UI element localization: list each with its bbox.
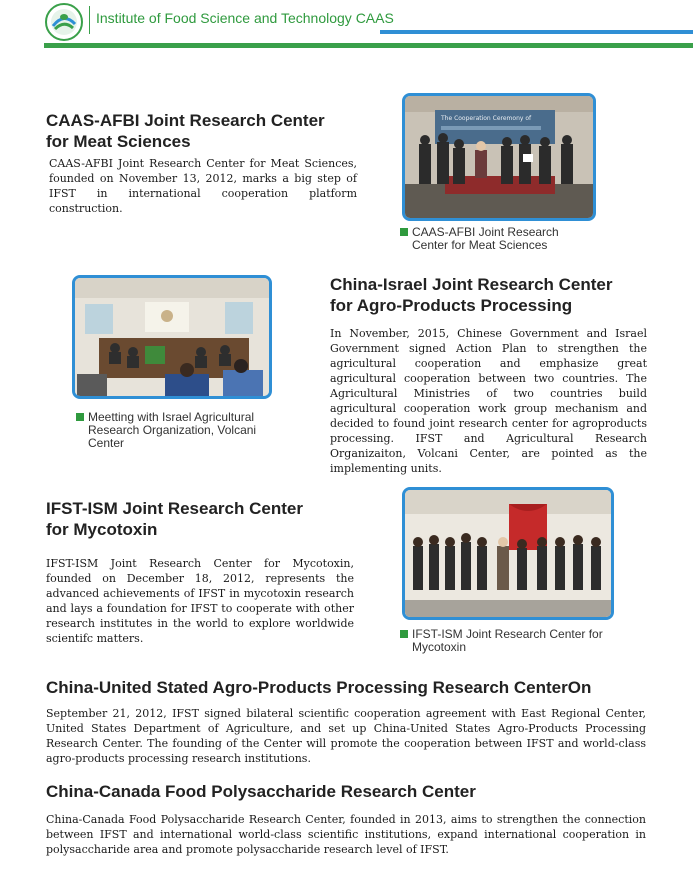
header-divider — [89, 6, 90, 34]
header-rule-blue — [380, 30, 693, 34]
caption-bullet-icon — [400, 630, 408, 638]
section-body-us: September 21, 2012, IFST signed bilateral scientific cooperation agreement with East Regional Center, United States Department of Agriculture, and set up China-United States Agro-Products Processing Research Center. The founding of the Center will promote the cooperation between IFST and world-class agro-products processing research institutions. — [46, 707, 646, 765]
photo-banner-text: The Cooperation Ceremony of — [441, 115, 532, 122]
caption-meat: CAAS-AFBI Joint Research Center for Meat Sciences — [400, 226, 559, 252]
section-body-israel: In November, 2015, Chinese Government and Israel Government signed Action Plan to strengthen the agricultural cooperation and emphasize great agricultural cooperation between two countries. The Agricultural Ministries of two countries build agricultural cooperation work group mechanism and decided to found joint research center for agroproducts processing. IFST and Agricultural Research Organizaiton, Volcani Center, are pointed as the implementing units. — [330, 327, 647, 475]
caption-bullet-icon — [76, 413, 84, 421]
section-body-mycotoxin: IFST-ISM Joint Research Center for Mycotoxin, founded on December 18, 2012, represents the advanced achievements of IFST in mycotoxin research and lays a foundation for IFST to cooperate with other research institutes in the world to explore worldwide scientifc matters. — [46, 557, 354, 645]
institute-logo — [44, 2, 84, 42]
header-rule-green — [44, 43, 693, 48]
section-title-meat: CAAS-AFBI Joint Research Center for Meat Sciences — [46, 111, 325, 151]
photo-meat-signing — [402, 93, 596, 221]
section-title-israel: China-Israel Joint Research Center for Agro-Products Processing — [330, 275, 613, 315]
section-body-canada: China-Canada Food Polysaccharide Research Center, founded in 2013, aims to strengthen the connection between IFST and international world-class scientific institutions, expand international cooperation in polysaccharide area and promote polysaccharide research level of IFST. — [46, 813, 646, 856]
caption-bullet-icon — [400, 228, 408, 236]
caption-israel: Meetting with Israel Agricultural Research Organization, Volcani Center — [76, 411, 256, 450]
section-title-us: China-United Stated Agro-Products Processing Research CenterOn — [46, 678, 592, 697]
caption-mycotoxin: IFST-ISM Joint Research Center for Mycotoxin — [400, 628, 603, 654]
photo-israel-meeting — [72, 275, 272, 399]
section-title-mycotoxin: IFST-ISM Joint Research Center for Mycotoxin — [46, 499, 303, 539]
header-title: Institute of Food Science and Technology CAAS — [96, 10, 394, 26]
section-body-meat: CAAS-AFBI Joint Research Center for Meat Sciences, founded on November 13, 2012, marks a big step of IFST in international cooperation platform construction. — [49, 157, 357, 215]
page-header — [0, 0, 693, 48]
section-title-canada: China-Canada Food Polysaccharide Research Center — [46, 782, 476, 801]
photo-mycotoxin-unveiling — [402, 487, 614, 620]
